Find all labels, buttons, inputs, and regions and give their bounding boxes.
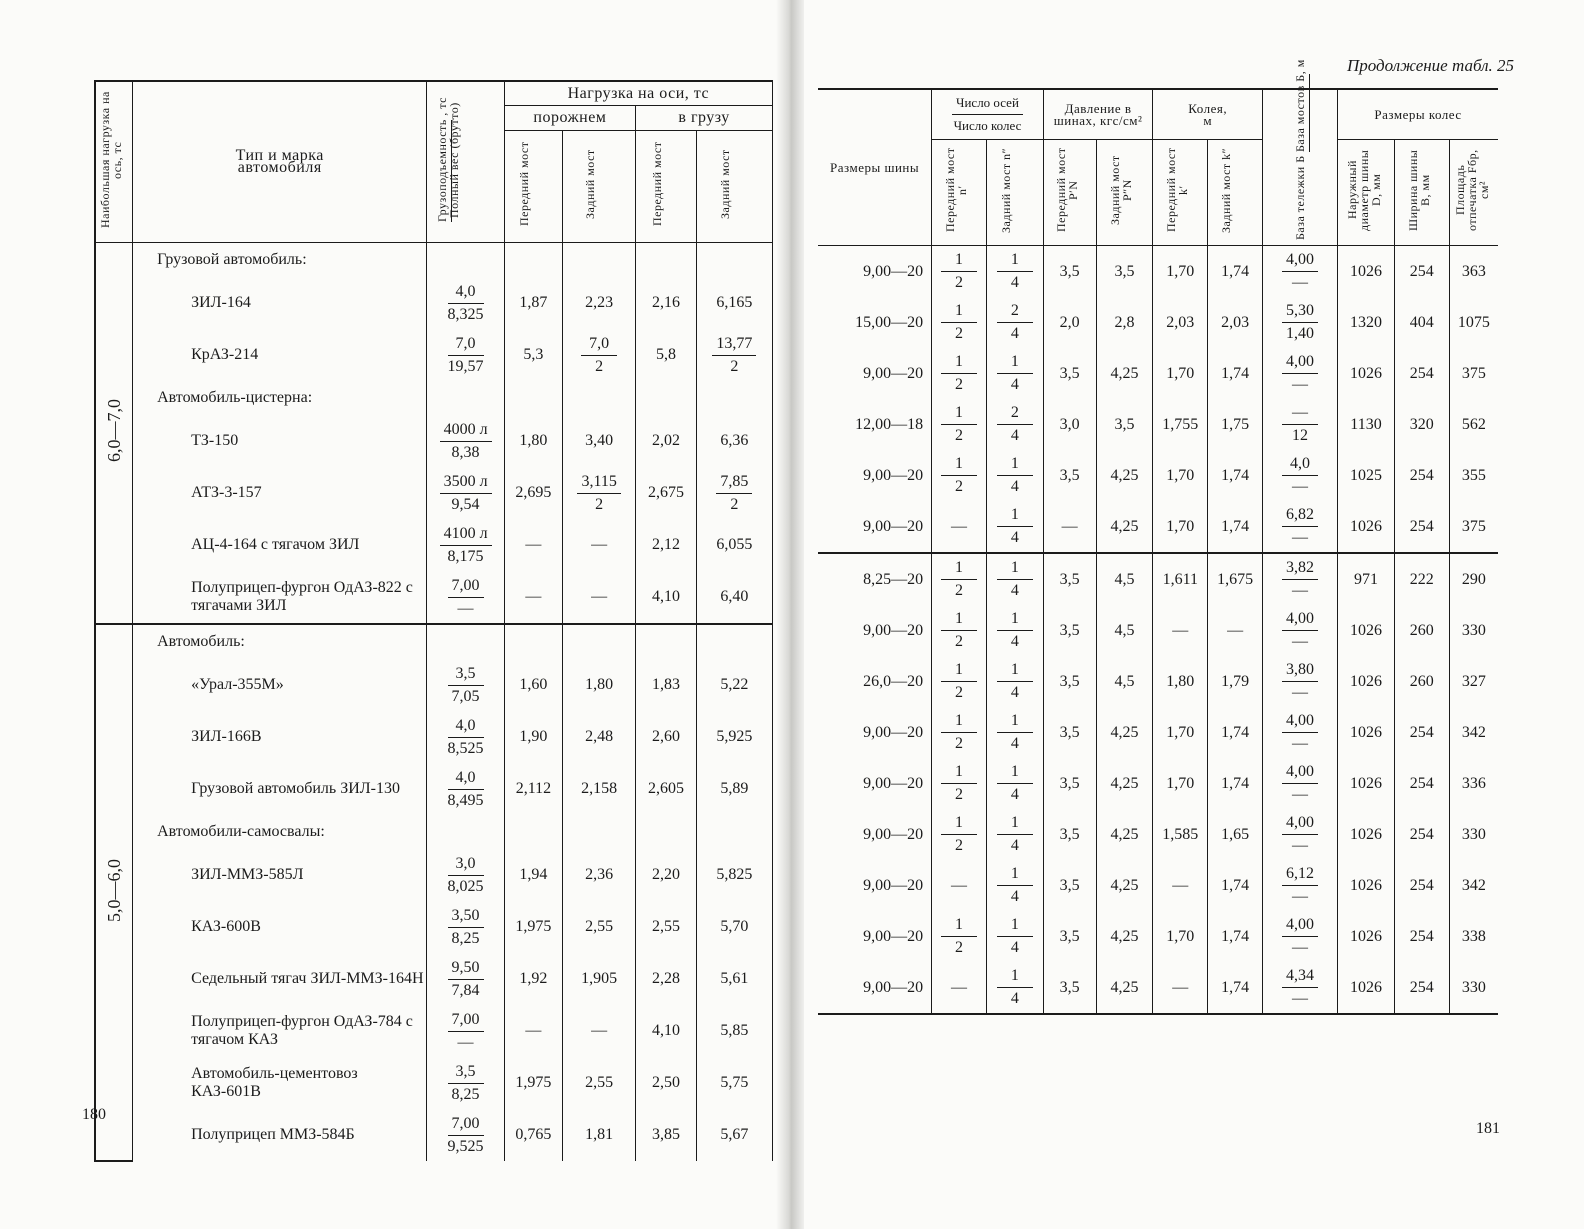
- table-row: [95, 624, 773, 659]
- fraction: $\frac{3,5}{7,05}$: [448, 665, 484, 706]
- fraction: $\frac{1}{2}$: [941, 302, 977, 343]
- tire-size: 9,00—20: [818, 246, 932, 298]
- table-row: 9,00—20 $\frac{1}{2}$ $\frac{1}{4}$ 3,5 4,25 1,70 1,74 $\frac{4,00}{—}$ 1026 254 342: [818, 707, 1498, 758]
- right-page: [800, 0, 1584, 1229]
- table-row: 9,00—20 $\frac{1}{2}$ $\frac{1}{4}$ 3,5 4,25 1,70 1,74 $\frac{4,00}{—}$ 1026 254 336: [818, 758, 1498, 809]
- fraction: $\frac{1}{2}$: [941, 559, 977, 600]
- header-rear-n: Задний мост n″: [998, 147, 1013, 233]
- tire-size: 12,00—18: [818, 399, 932, 450]
- vehicle-table-body: [95, 243, 773, 1162]
- table-row: ЗИЛ-164 $\frac{4,0}{8,325}$ 1,87 2,23 2,16 6,165: [95, 277, 773, 329]
- vehicle-name: «Урал-355М»: [133, 659, 427, 711]
- header-rear-k: Задний мост k″: [1219, 147, 1234, 233]
- fraction: $\frac{5,30}{1,40}$: [1282, 302, 1318, 343]
- fraction: $\frac{1}{4}$: [997, 916, 1033, 957]
- fraction: $\frac{7,0}{19,57}$: [447, 334, 484, 375]
- fraction: $\frac{3,80}{—}$: [1282, 661, 1318, 702]
- vehicle-name: КрАЗ-214: [133, 329, 427, 381]
- fraction: $\frac{4,00}{—}$: [1282, 610, 1318, 651]
- fraction: $\frac{3,5}{8,25}$: [448, 1063, 484, 1104]
- table-row: Автомобиль-цементовоз КАЗ-601В $\frac{3,5}{8,25}$ 1,975 2,55 2,50 5,75: [95, 1057, 773, 1109]
- table-row: «Урал-355М» $\frac{3,5}{7,05}$ 1,60 1,80 1,83 5,22: [95, 659, 773, 711]
- fraction: $\frac{1}{4}$: [997, 353, 1033, 394]
- tire-size: 8,25—20: [818, 553, 932, 605]
- fraction: $\frac{4,34}{—}$: [1282, 967, 1318, 1008]
- tire-size: 15,00—20: [818, 297, 932, 348]
- fraction: $\frac{2}{4}$: [997, 302, 1033, 343]
- fraction: $\frac{4,00}{—}$: [1282, 353, 1318, 394]
- fraction: $\frac{7,00}{9,525}$: [447, 1114, 484, 1155]
- vehicle-name: ЗИЛ-166В: [133, 711, 427, 763]
- table-row: 9,00—20 $\frac{1}{2}$ $\frac{1}{4}$ 3,5 4,25 1,70 1,74 $\frac{4,00}{—}$ 1026 254 375: [818, 348, 1498, 399]
- table-row: 26,0—20 $\frac{1}{2}$ $\frac{1}{4}$ 3,5 4,5 1,80 1,79 $\frac{3,80}{—}$ 1026 260 327: [818, 656, 1498, 707]
- vehicle-table-header: [95, 81, 773, 243]
- table-row: [95, 381, 773, 415]
- fraction: $\frac{3,82}{—}$: [1282, 559, 1318, 600]
- fraction: $\frac{1}{4}$: [997, 506, 1033, 547]
- fraction: $\frac{1}{2}$: [941, 251, 977, 292]
- vehicle-name: ТЗ-150: [133, 415, 427, 467]
- fraction: $\frac{1}{4}$: [997, 661, 1033, 702]
- vehicle-name: Грузовой автомобиль ЗИЛ-130: [133, 763, 427, 815]
- table-row: 12,00—18 $\frac{1}{2}$ $\frac{2}{4}$ 3,0 3,5 1,755 1,75 $\frac{—}{12}$ 1130 320 562: [818, 399, 1498, 450]
- header-loaded-front: Передний мост: [649, 141, 664, 227]
- category-label: Автомобиль:: [133, 624, 427, 659]
- table-row: АТЗ-3-157 $\frac{3500 л}{9,54}$ 2,695 $\frac{3,115}{2}$ 2,675 $\frac{7,85}{2}$: [95, 467, 773, 519]
- fraction: $\frac{1}{2}$: [941, 610, 977, 651]
- header-front-k: Передний мост k′: [1164, 147, 1191, 233]
- fraction: $\frac{1}{2}$: [941, 712, 977, 753]
- fraction: $\frac{3,115}{2}$: [577, 473, 620, 514]
- header-front-p: Передний мост P′N: [1053, 147, 1080, 233]
- table-row: 9,00—20 — $\frac{1}{4}$ — 4,25 1,70 1,74 $\frac{6,82}{—}$ 1026 254 375: [818, 501, 1498, 553]
- fraction: $\frac{7,85}{2}$: [716, 473, 752, 514]
- fraction: $\frac{3,50}{8,25}$: [448, 907, 484, 948]
- fraction: $\frac{1}{2}$: [941, 455, 977, 496]
- header-axles: $\frac{\text{Число осей}}{\text{Число колес}}$: [932, 89, 1044, 140]
- fraction: $\frac{6,12}{—}$: [1282, 865, 1318, 906]
- tire-size: 9,00—20: [818, 450, 932, 501]
- table-row: 9,00—20 $\frac{1}{2}$ $\frac{1}{4}$ 3,5 4,25 1,70 1,74 $\frac{4,00}{—}$ 1026 254 338: [818, 911, 1498, 962]
- table-row: Седельный тягач ЗИЛ-ММЗ-164Н $\frac{9,50}{7,84}$ 1,92 1,905 2,28 5,61: [95, 953, 773, 1005]
- header-wheel-sizes: Размеры колес: [1338, 89, 1498, 140]
- fraction: $\frac{1}{4}$: [997, 763, 1033, 804]
- table-row: 15,00—20 $\frac{1}{2}$ $\frac{2}{4}$ 2,0 2,8 2,03 2,03 $\frac{5,30}{1,40}$ 1320 404 1075: [818, 297, 1498, 348]
- category-label: Автомобили-самосвалы:: [133, 815, 427, 849]
- header-pressure: Давление в шинах, кгс/см²: [1043, 89, 1153, 140]
- fraction: $\frac{6,82}{—}$: [1282, 506, 1318, 547]
- fraction: $\frac{1}{2}$: [941, 763, 977, 804]
- header-max-load: Наибольшая нагрузка на ось, тс: [98, 91, 125, 228]
- header-loaded: в грузу: [636, 106, 773, 131]
- table-row: [95, 243, 773, 278]
- header-empty: порожнем: [504, 106, 636, 131]
- table-row: 9,00—20 $\frac{1}{2}$ $\frac{1}{4}$ 3,5 3,5 1,70 1,74 $\frac{4,00}{—}$ 1026 254 363: [818, 246, 1498, 298]
- header-type: Тип и марка автомобиля: [133, 81, 427, 243]
- fraction: $\frac{1}{2}$: [941, 404, 977, 445]
- fraction: $\frac{4,00}{—}$: [1282, 763, 1318, 804]
- fraction: $\frac{2}{4}$: [997, 404, 1033, 445]
- vehicle-name: КАЗ-600В: [133, 901, 427, 953]
- fraction: $\frac{1}{4}$: [997, 865, 1033, 906]
- table-row: КАЗ-600В $\frac{3,50}{8,25}$ 1,975 2,55 2,55 5,70: [95, 901, 773, 953]
- table-row: 9,00—20 — $\frac{1}{4}$ 3,5 4,25 — 1,74 $\frac{6,12}{—}$ 1026 254 342: [818, 860, 1498, 911]
- tire-table-body: [818, 246, 1498, 1015]
- tire-size: 9,00—20: [818, 348, 932, 399]
- fraction: $\frac{4100 л}{8,175}$: [440, 525, 492, 566]
- page-number-left: 180: [82, 1106, 106, 1123]
- table-row: 9,00—20 $\frac{1}{2}$ $\frac{1}{4}$ 3,5 4,25 1,585 1,65 $\frac{4,00}{—}$ 1026 254 330: [818, 809, 1498, 860]
- fraction: $\frac{7,00}{—}$: [448, 1011, 484, 1052]
- vehicle-name: Седельный тягач ЗИЛ-ММЗ-164Н: [133, 953, 427, 1005]
- left-page: [0, 0, 790, 1229]
- fraction: $\frac{7,0}{2}$: [581, 335, 617, 376]
- header-diameter: Наружный диаметр шины D, мм: [1344, 149, 1383, 231]
- vehicle-name: ЗИЛ-164: [133, 277, 427, 329]
- header-front-n: Передний мост n′: [943, 147, 970, 233]
- table-row: АЦ-4-164 с тягачом ЗИЛ $\frac{4100 л}{8,175}$ — — 2,12 6,055: [95, 519, 773, 571]
- vehicle-name: АТЗ-3-157: [133, 467, 427, 519]
- tire-size: 26,0—20: [818, 656, 932, 707]
- fraction: $\frac{—}{12}$: [1282, 404, 1318, 445]
- tire-size: 9,00—20: [818, 758, 932, 809]
- fraction: $\frac{1}{4}$: [997, 712, 1033, 753]
- fraction: $\frac{1}{4}$: [997, 559, 1033, 600]
- fraction: $\frac{4000 л}{8,38}$: [440, 421, 492, 462]
- table-row: 9,00—20 — $\frac{1}{4}$ 3,5 4,25 — 1,74 $\frac{4,34}{—}$ 1026 254 330: [818, 962, 1498, 1014]
- category-label: Грузовой автомобиль:: [133, 243, 427, 278]
- fraction: $\frac{3500 л}{9,54}$: [440, 473, 492, 514]
- fraction: $\frac{1}{4}$: [997, 251, 1033, 292]
- fraction: $\frac{7,00}{—}$: [448, 577, 484, 618]
- table-caption: Продолжение табл. 25: [1346, 56, 1514, 75]
- tire-size: 9,00—20: [818, 860, 932, 911]
- vehicle-name: Автомобиль-цементовоз КАЗ-601В: [133, 1057, 427, 1109]
- fraction: $\frac{4,0}{8,325}$: [447, 282, 484, 323]
- fraction: $\frac{1}{4}$: [997, 967, 1033, 1008]
- header-area: Площадь отпечатка Fбр, см²: [1452, 149, 1491, 231]
- vehicle-name: ЗИЛ-ММЗ-585Л: [133, 849, 427, 901]
- header-axle-load: Нагрузка на оси, тс: [504, 81, 772, 106]
- table-row: 8,25—20 $\frac{1}{2}$ $\frac{1}{4}$ 3,5 4,5 1,611 1,675 $\frac{3,82}{—}$ 971 222 290: [818, 553, 1498, 605]
- vehicle-name: Полуприцеп-фургон ОдАЗ-822 с тягачами ЗИЛ: [133, 571, 427, 624]
- header-rear-p: Задний мост P″N: [1108, 155, 1135, 225]
- table-row: ЗИЛ-ММЗ-585Л $\frac{3,0}{8,025}$ 1,94 2,36 2,20 5,825: [95, 849, 773, 901]
- vehicle-name: Полуприцеп ММЗ-584Б: [133, 1109, 427, 1161]
- header-tire-size: Размеры шины: [818, 89, 932, 246]
- fraction: $\frac{1}{2}$: [941, 661, 977, 702]
- load-range-label: 6,0—7,0: [103, 399, 124, 462]
- fraction: $\frac{13,77}{2}$: [712, 335, 756, 376]
- vehicle-name: Полуприцеп-фургон ОдАЗ-784 с тягачом КАЗ: [133, 1005, 427, 1057]
- table-row: 9,00—20 $\frac{1}{2}$ $\frac{1}{4}$ 3,5 4,5 — — $\frac{4,00}{—}$ 1026 260 330: [818, 605, 1498, 656]
- fraction: $\frac{1}{4}$: [997, 610, 1033, 651]
- category-label: Автомобиль-цистерна:: [133, 381, 427, 415]
- fraction: $\frac{4,0}{8,495}$: [447, 768, 484, 809]
- header-empty-rear: Задний мост: [583, 148, 598, 219]
- tire-size: 9,00—20: [818, 962, 932, 1014]
- fraction: $\frac{4,0}{—}$: [1282, 455, 1318, 496]
- header-track: Колея, м: [1153, 89, 1263, 140]
- header-base: База тележки Б База мостов Б, м: [1262, 89, 1337, 246]
- tire-size: 9,00—20: [818, 911, 932, 962]
- table-row: ЗИЛ-166В $\frac{4,0}{8,525}$ 1,90 2,48 2,60 5,925: [95, 711, 773, 763]
- fraction: $\frac{4,0}{8,525}$: [447, 716, 484, 757]
- load-range-label: 5,0—6,0: [103, 858, 124, 922]
- table-row: 9,00—20 $\frac{1}{2}$ $\frac{1}{4}$ 3,5 4,25 1,70 1,74 $\frac{4,0}{—}$ 1025 254 355: [818, 450, 1498, 501]
- fraction: $\frac{4,00}{—}$: [1282, 814, 1318, 855]
- table-row: КрАЗ-214 $\frac{7,0}{19,57}$ 5,3 $\frac{7,0}{2}$ 5,8 $\frac{13,77}{2}$: [95, 329, 773, 381]
- table-row: ТЗ-150 $\frac{4000 л}{8,38}$ 1,80 3,40 2,02 6,36: [95, 415, 773, 467]
- fraction: $\frac{3,0}{8,025}$: [447, 854, 484, 895]
- table-row: Полуприцеп-фургон ОдАЗ-822 с тягачами ЗИЛ $\frac{7,00}{—}$ — — 4,10 6,40: [95, 571, 773, 624]
- table-row: Полуприцеп-фургон ОдАЗ-784 с тягачом КАЗ $\frac{7,00}{—}$ — — 4,10 5,85: [95, 1005, 773, 1057]
- fraction: $\frac{4,00}{—}$: [1282, 712, 1318, 753]
- fraction: $\frac{4,00}{—}$: [1282, 251, 1318, 292]
- header-capacity: Грузоподъемность , тс Полный вес (брутто): [427, 81, 504, 243]
- table-row: Полуприцеп ММЗ-584Б $\frac{7,00}{9,525}$ 0,765 1,81 3,85 5,67: [95, 1109, 773, 1161]
- header-width: Ширина шины B, мм: [1405, 149, 1432, 231]
- fraction: $\frac{9,50}{7,84}$: [448, 959, 484, 1000]
- tire-size: 9,00—20: [818, 707, 932, 758]
- fraction: $\frac{1}{2}$: [941, 353, 977, 394]
- header-empty-front: Передний мост: [517, 141, 532, 227]
- table-row: [95, 815, 773, 849]
- fraction: $\frac{1}{2}$: [941, 916, 977, 957]
- fraction: $\frac{4,00}{—}$: [1282, 916, 1318, 957]
- fraction: $\frac{1}{4}$: [997, 455, 1033, 496]
- header-loaded-rear: Задний мост: [718, 148, 733, 219]
- fraction: $\frac{1}{2}$: [941, 814, 977, 855]
- tire-size: 9,00—20: [818, 605, 932, 656]
- page-number-right: 181: [1476, 1120, 1500, 1137]
- vehicle-name: АЦ-4-164 с тягачом ЗИЛ: [133, 519, 427, 571]
- fraction: $\frac{1}{4}$: [997, 814, 1033, 855]
- tire-size: 9,00—20: [818, 809, 932, 860]
- table-row: Грузовой автомобиль ЗИЛ-130 $\frac{4,0}{8,495}$ 2,112 2,158 2,605 5,89: [95, 763, 773, 815]
- vehicle-load-table: [94, 80, 773, 1162]
- tire-size: 9,00—20: [818, 501, 932, 553]
